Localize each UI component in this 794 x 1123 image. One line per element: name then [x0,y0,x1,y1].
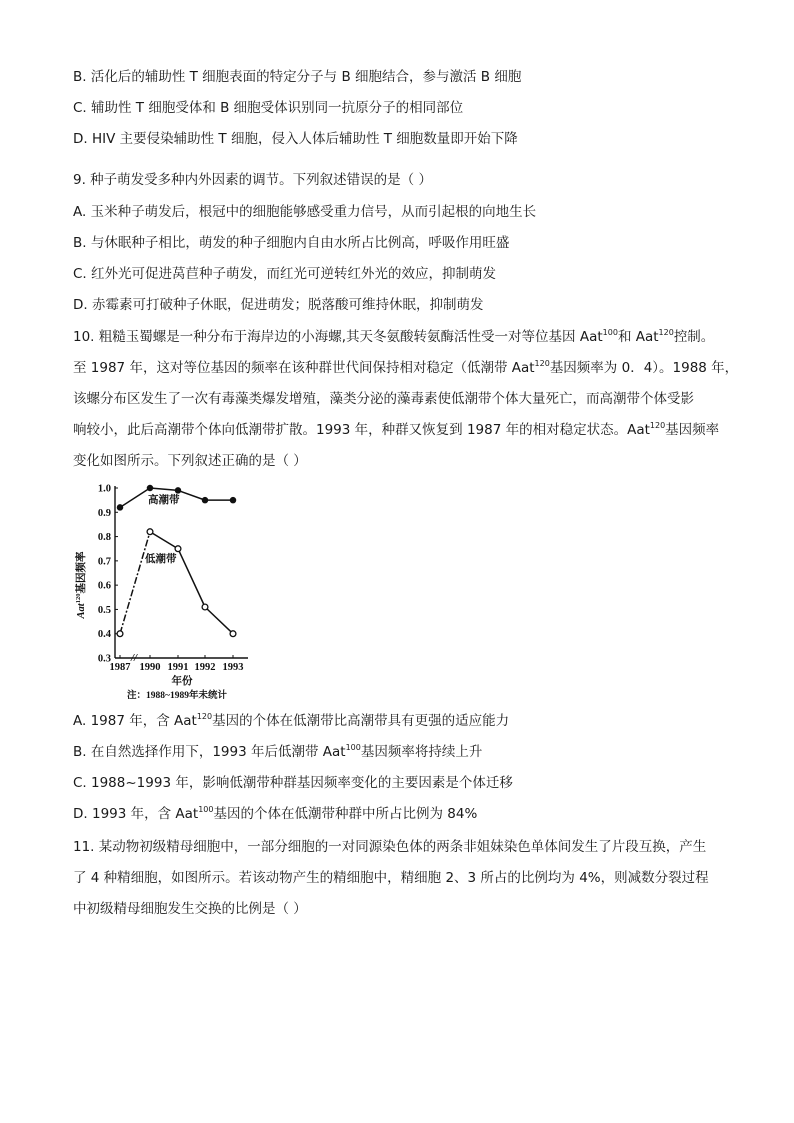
question-10-line-4 [73,421,719,439]
series-segment [178,490,205,500]
option-10d [73,805,477,823]
x-tick-label: 1992 [194,662,216,673]
option-9b: B. 与休眠种子相比，萌发的种子细胞内自由水所占比例高，呼吸作用旺盛 [73,235,510,251]
x-tick-label: 1987 [109,662,131,673]
x-axis-label: 年份 [171,676,193,687]
text: 基因的个体在低潮带种群中所占比例为 84% [213,806,478,822]
y-tick-label: 0.7 [97,556,111,568]
y-tick-label: 1.0 [97,483,111,495]
y-tick-label: 0.9 [97,507,111,519]
text: B. 在自然选择作用下，1993 年后低潮带 Aat [73,744,346,760]
chart-axes [115,486,248,658]
x-tick-label: 1991 [167,662,189,673]
data-point [202,498,207,503]
series-segment [150,488,178,490]
x-tick-label: 1990 [139,662,161,673]
data-point [230,498,235,503]
series-segment [178,549,205,607]
question-9: 9. 种子萌发受多种内外因素的调节。下列叙述错误的是（ ） [73,172,432,188]
text: 10. 粗糙玉蜀螺是一种分布于海岸边的小海螺,其天冬氨酸转氨酶活性受一对等位基因 Aat [73,329,603,345]
option-9a: A. 玉米种子萌发后，根冠中的细胞能够感受重力信号，从而引起根的向地生长 [73,204,537,220]
option-8d: D. HIV 主要侵染辅助性 T 细胞，侵入人体后辅助性 T 细胞数量即开始下降 [73,131,518,147]
series-segment [150,532,178,549]
data-point [202,604,208,610]
data-point [117,505,122,510]
option-10b [73,743,482,761]
y-axis-label: Aat$^{120}$基因频率 [75,551,87,619]
text: 控制。 [673,329,715,345]
text: 基因频率将持续上升 [360,744,483,760]
chart-note: 注：1988~1989年未统计 [127,691,227,701]
series-segment [120,488,150,507]
x-tick-label: 1993 [222,662,244,673]
text: 至 1987 年，这对等位基因的频率在该种群世代间保持相对稳定（低潮带 Aat [73,360,535,376]
option-8b: B. 活化后的辅助性 T 细胞表面的特定分子与 B 细胞结合，参与激活 B 细胞 [73,69,522,85]
question-10-line-5: 变化如图所示。下列叙述正确的是（ ） [73,453,307,469]
series-label: 高潮带 [148,495,180,506]
text: 响较小，此后高潮带个体向低潮带扩散。1993 年，种群又恢复到 1987 年的相对稳定状态。Aat [73,422,650,438]
text: 基因频率 [665,422,720,438]
option-10c: C. 1988~1993 年，影响低潮带种群基因频率变化的主要因素是个体迁移 [73,775,513,791]
axis-break-marker: // [130,652,138,664]
option-9c: C. 红外光可促进莴苣种子萌发，而红光可逆转红外光的效应，抑制萌发 [73,266,497,282]
question-11-line-2: 了 4 种精细胞，如图所示。若该动物产生的精细胞中，精细胞 2、3 所占的比例均为 4%，则减数分裂过程 [73,870,709,886]
series-label: 低潮带 [145,554,177,565]
text: 基因的个体在低潮带比高潮带具有更强的适应能力 [212,713,510,729]
text: D. 1993 年，含 Aat [73,806,199,822]
y-tick-label: 0.3 [97,653,111,665]
superscript: 120 [658,328,674,337]
superscript: 100 [345,743,361,752]
superscript: 100 [602,328,618,337]
text: 基因频率为 0．4）。1988 年， [549,360,739,376]
question-11-line-1: 11. 某动物初级精母细胞中，一部分细胞的一对同源染色体的两条非姐妹染色单体间发生了片段互换，产生 [73,839,707,855]
y-tick-label: 0.4 [97,629,111,641]
chart-labels [74,484,244,702]
series-segment [205,607,233,634]
superscript: 120 [649,421,666,430]
option-9d: D. 赤霉素可打破种子休眠，促进萌发；脱落酸可维持休眠，抑制萌发 [73,297,484,313]
superscript: 100 [198,805,214,814]
text: A. 1987 年，含 Aat [73,713,197,729]
data-point [117,631,123,637]
allele-frequency-chart [72,476,262,701]
data-point [147,485,152,490]
y-tick-label: 0.6 [97,580,111,592]
text: 和 Aat [617,329,659,345]
data-point [175,488,180,493]
data-point [147,529,153,535]
superscript: 120 [196,712,213,721]
option-10a [73,712,509,730]
option-8c: C. 辅助性 T 细胞受体和 B 细胞受体识别同一抗原分子的相同部位 [73,100,464,116]
y-tick-label: 0.5 [97,604,111,616]
question-11-line-3: 中初级精母细胞发生交换的比例是（ ） [73,901,307,917]
chart-series [117,485,236,636]
question-10-line-2 [73,359,738,377]
superscript: 120 [534,359,550,368]
series-segment [120,532,150,634]
question-10-line-3: 该螺分布区发生了一次有毒藻类爆发增殖，藻类分泌的藻毒素使低潮带个体大量死亡，而高潮带个体受影 [73,391,694,407]
data-point [175,546,181,552]
y-tick-label: 0.8 [97,532,111,544]
question-10-line-1 [73,328,714,346]
data-point [230,631,236,637]
